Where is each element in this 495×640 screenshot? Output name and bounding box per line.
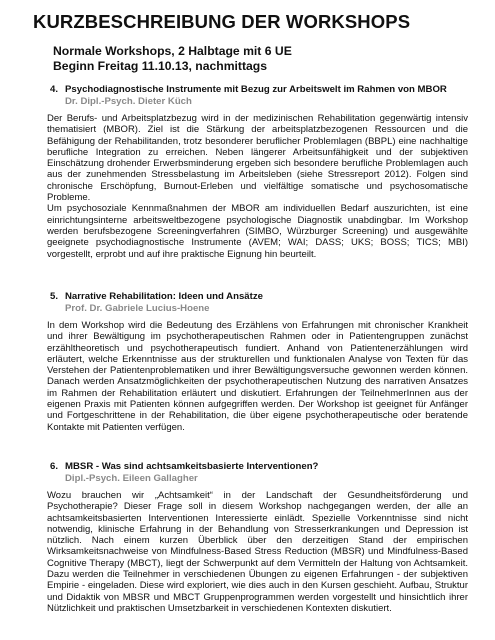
section-4-heading (50, 84, 470, 95)
subtitle-start-date: Beginn Freitag 11.10.13, nachmittags (53, 59, 268, 73)
section-5-title: Narrative Rehabilitation: Ideen und Ansätze (65, 291, 263, 302)
section-6-title: MBSR - Was sind achtsamkeitsbasierte Interventionen? (65, 461, 319, 472)
section-6-author: Dipl.-Psych. Eileen Gallagher (65, 473, 198, 484)
page-title: KURZBESCHREIBUNG DER WORKSHOPS (33, 11, 411, 32)
section-5-heading (50, 291, 470, 302)
section-4-paragraph: Der Berufs- und Arbeitsplatzbezug wird in der medizinischen Rehabilitation gegenwärtig intensiv thematisiert (MBOR). Ziel ist die Stärkung der arbeitsplatzbezogenen Ressourcen und die Befähigung der Rehabilitanden, trotz besonderer beruflicher Problemlagen (BBPL) eine nachhaltige berufliche Integration zu erreichen. Neben längerer Arbeitsunfähigkeit und der subjektiven Einschätzung drohender Erwerbsminderung ergeben sich besondere berufliche Problemlagen auch aus der zunehmenden Stressbelastung im Arbeitsleben (siehe Stressreport 2012). Folgen sind chronische Erschöpfung, Burnout-Erleben und vielfältige somatische und psychosomatische Probleme. (47, 113, 468, 204)
section-5-author: Prof. Dr. Gabriele Lucius-Hoene (65, 303, 210, 314)
subtitle-workshop-format: Normale Workshops, 2 Halbtage mit 6 UE (53, 44, 292, 58)
section-6-paragraph: Wozu brauchen wir „Achtsamkeit“ in der Landschaft der Gesundheitsförderung und Psychotherapie? Dieser Frage soll in diesem Workshop nachgegangen werden, der alle an achtsamkeitsbasierten Interventionen Interessierte einlädt. Spezielle Vorkenntnisse sind nicht notwendig, klinische Erfahrung in der Behandlung von Stresserkrankungen und Depression ist nützlich. Nach einem kurzen Überblick über den derzeitigen Stand der empirischen Wirksamkeitsnachweise von Mindfulness-Based Stress Reduction (MBSR) und Mindfulness-Based Cognitive Therapy (MBCT), liegt der Schwerpunkt auf dem Vermitteln der Haltung von Achtsamkeit. Dazu werden die Teilnehmer in verschiedenen Übungen zu eigenen Erfahrungen - der subjektiven Empirie - eingeladen. Diese wird exploriert, wie dies auch in den Kursen geschieht. Aufbau, Struktur und Didaktik von MBSR und MBCT Gruppenprogrammen werden vorgestellt und hinsichtlich ihrer Nützlichkeit und praktischen Umsetzbarkeit in verschiedenen Kontexten diskutiert. (47, 490, 468, 614)
section-6-heading (50, 461, 470, 472)
section-6-number: 6. (50, 461, 59, 472)
section-4-paragraph: Um psychosoziale Kennmaßnahmen der MBOR am individuellen Bedarf auszurichten, ist eine einrichtungsinterne arbeitsweltbezogene psychologische Diagnostik unabdingbar. Im Workshop werden berufsbezogene Screeningverfahren (SIMBO, Würzburger Screening) und ausgewählte geeignete psychodiagnostische Instrumente (AVEM; WAI; DASS; UKS; BOSS; TICS; MBI) vorgestellt, erprobt und auf ihre praktische Eignung hin beurteilt. (47, 203, 468, 260)
section-4-author: Dr. Dipl.-Psych. Dieter Küch (65, 96, 192, 107)
section-6-body (47, 490, 468, 614)
section-4-body (47, 113, 468, 260)
section-4-number: 4. (50, 84, 59, 95)
section-4-title: Psychodiagnostische Instrumente mit Bezug zur Arbeitswelt im Rahmen von MBOR (65, 84, 447, 95)
section-5-paragraph: In dem Workshop wird die Bedeutung des Erzählens von Erfahrungen mit chronischer Krankheit und ihrer Bewältigung im psychotherapeutischen Rahmen oder in Patientengruppen zunächst erzähltheoretisch und psychotherapeutisch fundiert. Anhand von Patientenerzählungen wird erläutert, welche Erkenntnisse aus der strukturellen und funktionalen Analyse von Texten für das Verstehen der Patientenproblematiken und ihrer Bewältigungsversuche gewonnen werden können. Danach werden Ansatzmöglichkeiten der psychotherapeutischen Nutzung des narrativen Ansatzes im Rahmen der Rehabilitation erläutert und diskutiert. Erfahrungen der TeilnehmerInnen aus der eigenen Praxis mit Patienten können aufgegriffen werden. Der Workshop ist geeignet für Anfänger und Fortgeschrittene in der Rehabilitation, die über eigene psychotherapeutische oder beratende Kontakte mit Patienten verfügen. (47, 320, 468, 433)
section-5-number: 5. (50, 291, 59, 302)
section-5-body (47, 320, 468, 433)
